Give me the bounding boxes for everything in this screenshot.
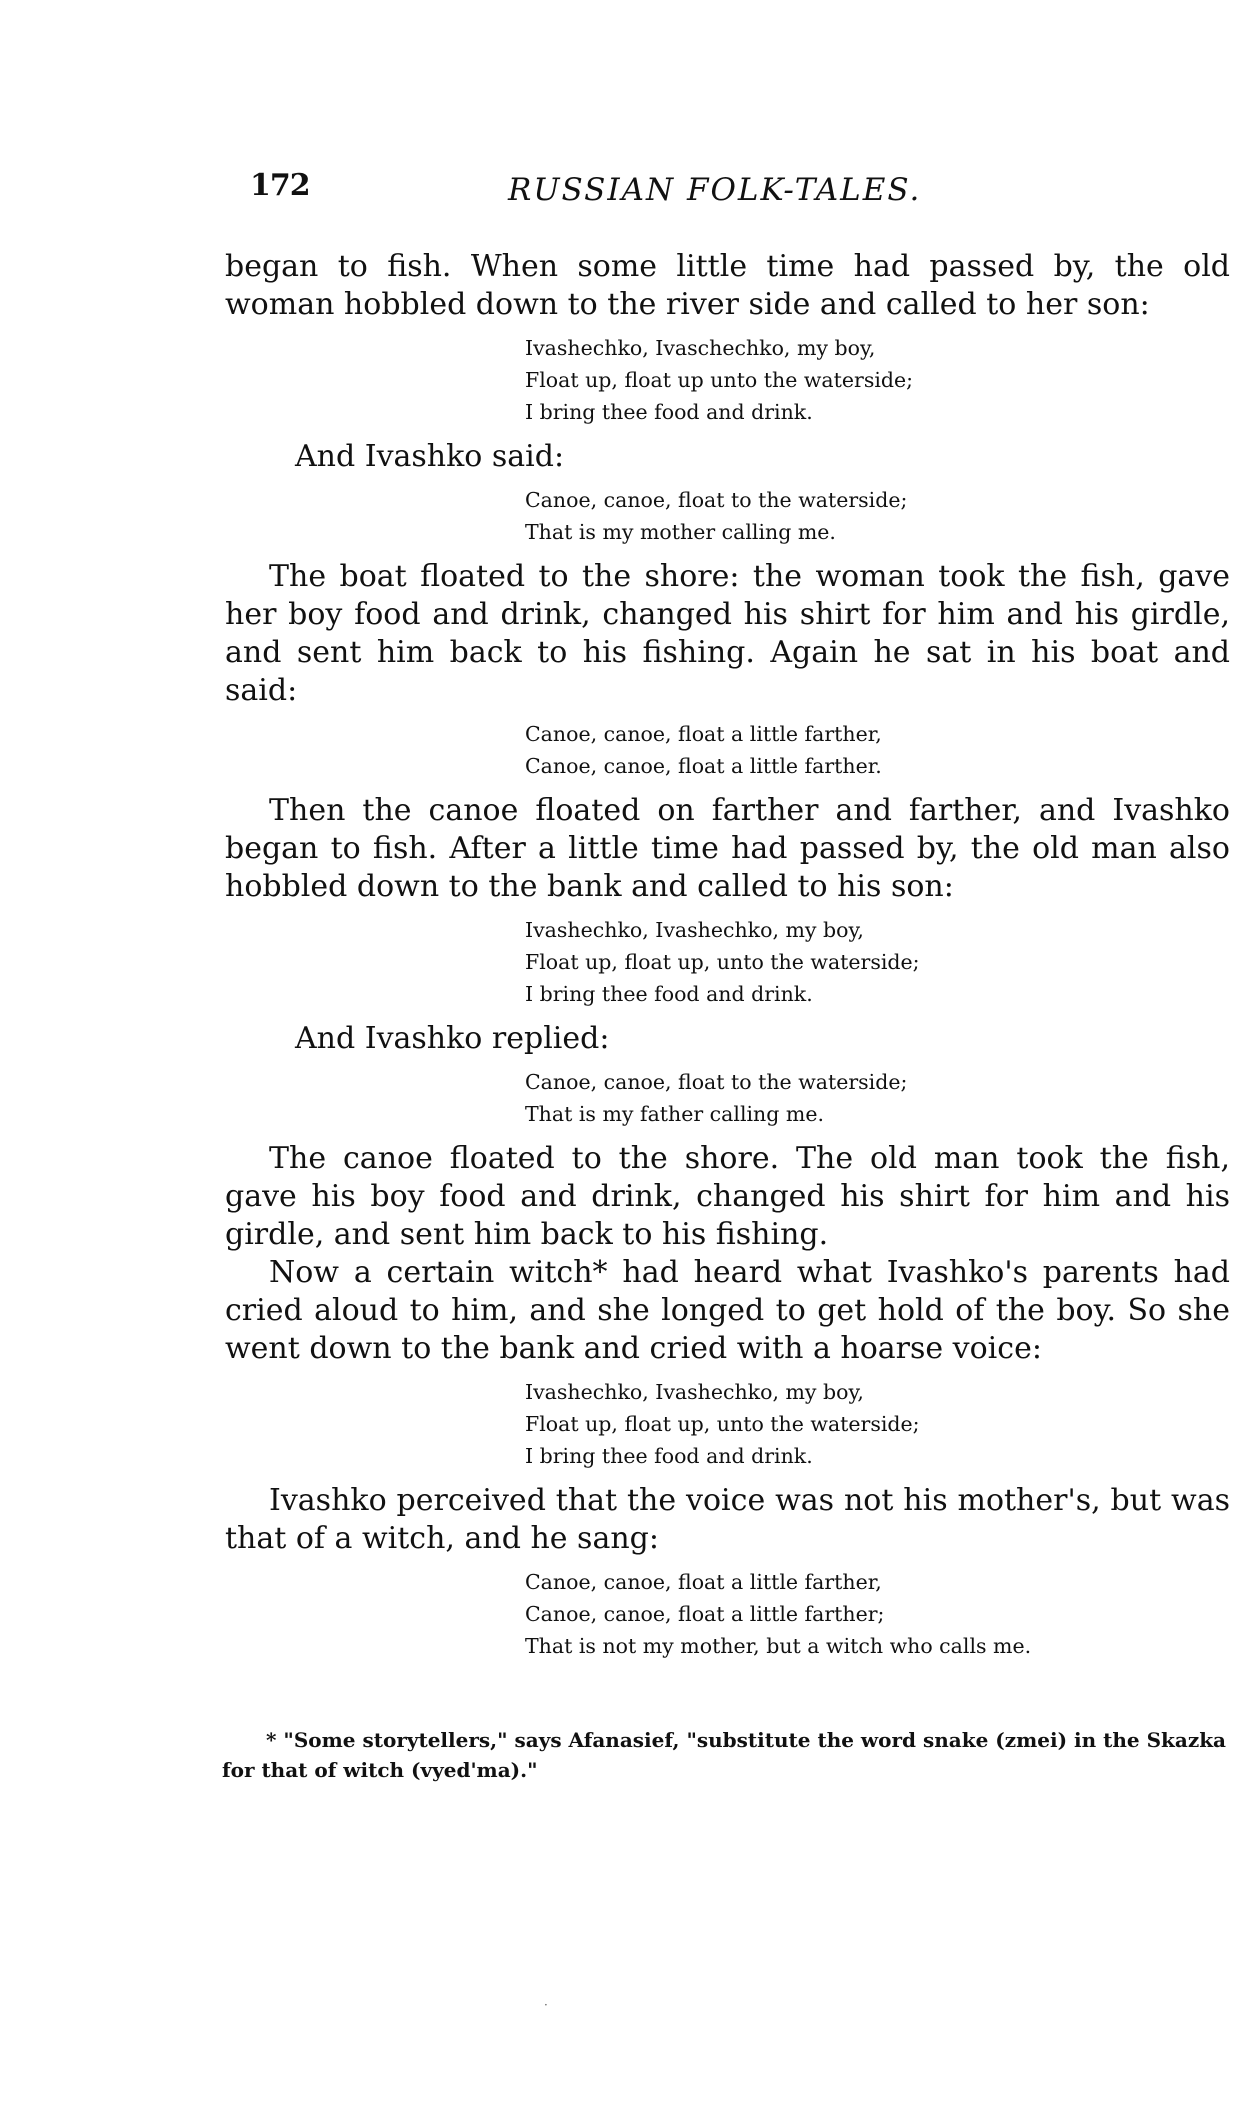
verse-line: I bring thee food and drink. xyxy=(525,400,813,424)
verse-line: Ivashechko, Ivashechko, my boy, xyxy=(525,918,864,942)
verse-block xyxy=(525,1066,1230,1130)
paragraph: The boat floated to the shore: the woman took the fish, gave her boy food and drink, changed his shirt for him and his girdle, and sent him back to his fishing. Again he sat in his boat and said: xyxy=(225,559,1230,708)
verse-line: I bring thee food and drink. xyxy=(525,982,813,1006)
verse-line: Ivashechko, Ivaschechko, my boy, xyxy=(525,336,876,360)
verse-line: Canoe, canoe, float a little farther, xyxy=(525,722,882,746)
verse-line: That is my father calling me. xyxy=(525,1102,824,1126)
verse-block xyxy=(525,484,1230,548)
speech-intro: And Ivashko replied: xyxy=(295,1021,610,1056)
verse-line: Canoe, canoe, float a little farther. xyxy=(525,754,882,778)
verse-line: I bring thee food and drink. xyxy=(525,1444,813,1468)
verse-line: Canoe, canoe, float a little farther; xyxy=(525,1602,885,1626)
page-header xyxy=(250,168,1050,218)
page-number: 172 xyxy=(250,168,310,203)
running-title: RUSSIAN FOLK-TALES. xyxy=(508,172,922,208)
verse-line: Canoe, canoe, float to the waterside; xyxy=(525,1070,908,1094)
scan-speck: · xyxy=(544,1998,548,2012)
speech-intro: And Ivashko said: xyxy=(295,439,565,474)
paragraph: Then the canoe floated on farther and farther, and Ivashko began to fish. After a little time had passed by, the old man also hobbled down to the bank and called to his son: xyxy=(225,793,1230,904)
verse-line: Canoe, canoe, float to the waterside; xyxy=(525,488,908,512)
verse-block xyxy=(525,332,1230,428)
paragraph: The canoe floated to the shore. The old man took the fish, gave his boy food and drink, changed his shirt for him and his girdle, and sent him back to his fishing. xyxy=(225,1141,1230,1252)
verse-line: Ivashechko, Ivashechko, my boy, xyxy=(525,1380,864,1404)
paragraph: Now a certain witch* had heard what Ivashko's parents had cried aloud to him, and she longed to get hold of the boy. So she went down to the bank and cried with a hoarse voice: xyxy=(225,1255,1230,1366)
verse-line: Float up, float up, unto the waterside; xyxy=(525,950,920,974)
verse-line: That is my mother calling me. xyxy=(525,520,836,544)
verse-line: Float up, float up unto the waterside; xyxy=(525,368,914,392)
paragraph: began to fish. When some little time had passed by, the old woman hobbled down to the river side and called to her son: xyxy=(225,249,1230,322)
verse-block xyxy=(525,718,1230,782)
verse-block xyxy=(525,1566,1230,1662)
verse-block xyxy=(525,914,1230,1010)
verse-line: Float up, float up, unto the waterside; xyxy=(525,1412,920,1436)
verse-line: Canoe, canoe, float a little farther, xyxy=(525,1570,882,1594)
paragraph: Ivashko perceived that the voice was not his mother's, but was that of a witch, and he sang: xyxy=(225,1483,1230,1556)
verse-line: That is not my mother, but a witch who calls me. xyxy=(525,1634,1032,1658)
body-text xyxy=(225,248,1230,1672)
verse-block xyxy=(525,1376,1230,1472)
footnote: * "Some storytellers," says Afanasief, "substitute the word snake (zmei) in the Skazka for that of witch (vyed'ma)." xyxy=(222,1728,1227,1782)
